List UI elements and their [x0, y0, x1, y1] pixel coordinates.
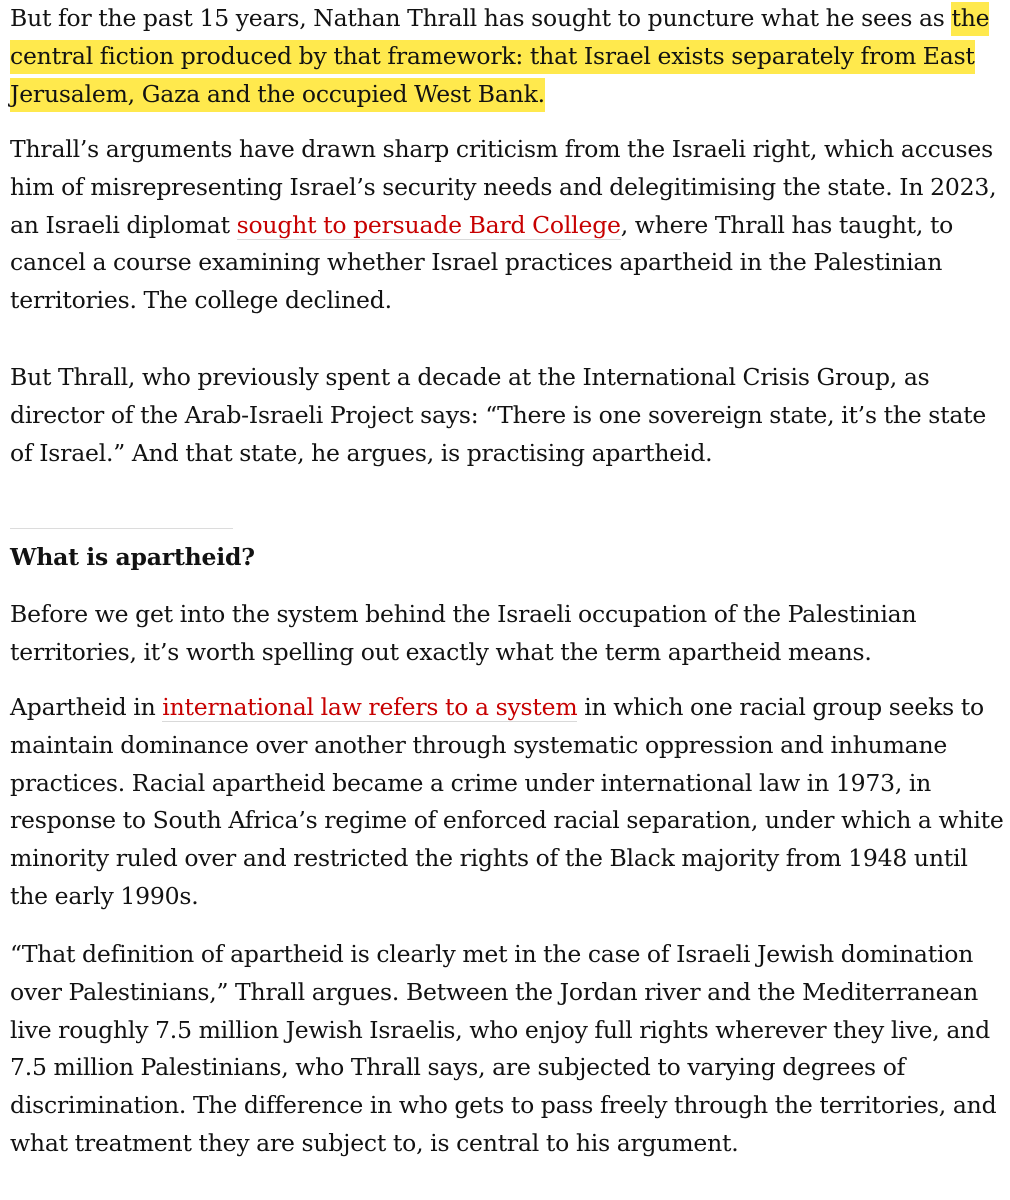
paragraph-criticism-text-after: , where Thrall has taught, to cancel a course examining whether Israel practices apartheid in the Palestinian territories. The college declined.: [10, 210, 954, 315]
paragraph-criticism-text-before: Thrall’s arguments have drawn sharp criticism from the Israeli right, which accuses him of misrepresenting Israel’s security needs and delegitimising the state. In 2023, an Israeli diplomat: [10, 135, 997, 239]
paragraph-intro-text: But for the past 15 years, Nathan Thrall has sought to puncture what he sees as: [10, 4, 952, 32]
paragraph-one-state: But Thrall, who previously spent a decade at the International Crisis Group, as director of the Arab-Israeli Project says: “There is one sovereign state, it’s the state of Israel.” And that state, he argues, is practising apartheid.: [10, 363, 987, 467]
international-law-link[interactable]: international law refers to a system: [162, 693, 578, 721]
section-heading: What is apartheid?: [10, 543, 255, 571]
paragraph-criticism: [10, 131, 1005, 320]
bard-college-link[interactable]: sought to persuade Bard College: [236, 210, 621, 239]
highlighted-quote[interactable]: the central fiction produced by that framework: that Israel exists separately from East Jerusalem, Gaza and the occupied West Bank.: [10, 2, 989, 112]
paragraph-intro: [10, 0, 1005, 113]
paragraph-argument: “That definition of apartheid is clearly met in the case of Israeli Jewish domination over Palestinians,” Thrall argues. Between the Jordan river and the Mediterranean live roughly 7.5 million Jewish Israelis, who enjoy full rights wherever they live, and 7.5 million Palestinians, who Thrall says, are subjected to varying degrees of discrimination. The difference in who gets to pass freely through the territories, and what treatment they are subject to, is central to his argument.: [10, 940, 997, 1157]
paragraph-definition: [10, 689, 1005, 916]
section-divider: [10, 528, 233, 529]
paragraph-definition-intro: Before we get into the system behind the Israeli occupation of the Palestinian territories, it’s worth spelling out exactly what the term apartheid means.: [10, 600, 917, 666]
paragraph-definition-text-after: in which one racial group seeks to maintain dominance over another through systematic oppression and inhumane practices. Racial apartheid became a crime under international law in 1973, in response to South Africa’s regime of enforced racial separation, under which a white minority ruled over and restricted the rights of the Black majority from 1948 until the early 1990s.: [10, 693, 1004, 910]
paragraph-definition-text-before: Apartheid in: [10, 693, 163, 721]
